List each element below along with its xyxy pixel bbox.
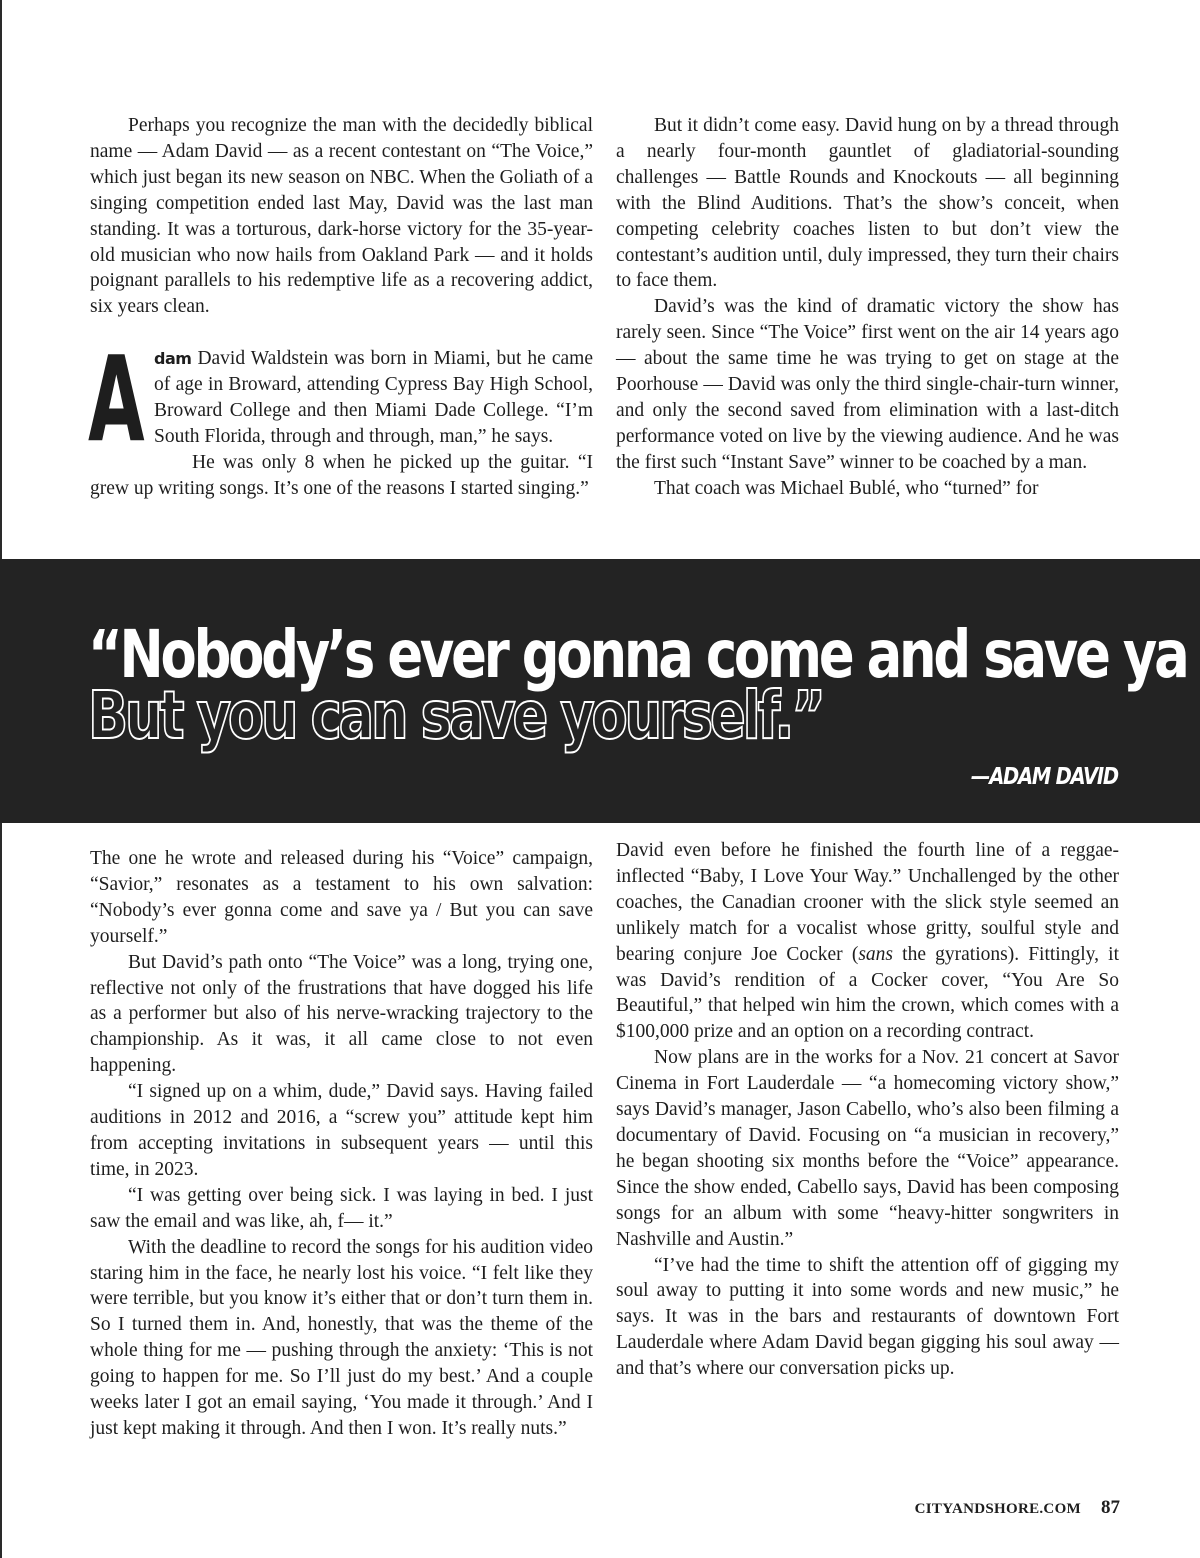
paragraph: That coach was Michael Bublé, who “turned” for [654, 477, 1039, 499]
paragraph: He was only 8 when he picked up the guitar. “I grew up writing songs. It’s one of the reasons I started singing.” [90, 451, 593, 499]
pull-quote-line-2: But you can save yourself.” [88, 677, 823, 754]
paragraph-text: David Waldstein was born in Miami, but he came of age in Broward, attending Cypress Bay High School, Broward College and then Miami Dade College. “I’m South Florida, through and through, man,” he says. [154, 348, 593, 447]
paragraph-text: David even before he finished the fourth line of a reggae-inflected “Baby, I Love Your Way.” Unchallenged by the other coaches, the Canadian crooner with the slick style seemed an unlikely match for a vocalist whose gritty, soulful style and bearing conjure Joe Cocker ( [616, 840, 1119, 965]
column-top-left [90, 113, 593, 502]
page-footer [915, 1497, 1120, 1519]
paragraph: Now plans are in the works for a Nov. 21 concert at Savor Cinema in Fort Lauderdale — “a homecoming victory show,” says David’s manager, Jason Cabello, who’s also been filming a documentary of David. Focusing on “a musician in recovery,” he began shooting six months before the “Voice” appearance. Since the show ended, Cabello says, David has been composing songs for an album with some “heavy-hitter songwriters in Nashville and Austin.” [616, 1047, 1119, 1250]
paragraph: “I’ve had the time to shift the attention off of gigging my soul away to putting it into some words and new music,” he says. It was in the bars and restaurants of downtown Fort Lauderdale where Adam David began gigging his soul away — and that’s where our conversation picks up. [616, 1254, 1119, 1380]
paragraph: But it didn’t come easy. David hung on by a thread through a nearly four-month gauntlet of gladiatorial-sounding challenges — Battle Rounds and Knockouts — all beginning with the Blind Auditions. That’s the show’s conceit, when competing celebrity coaches listen to but don’t view the contestant’s audition until, duly impressed, they turn their chairs to face them. [616, 115, 1119, 292]
paragraph: With the deadline to record the songs for his audition video staring him in the face, he nearly lost his voice. “I felt like they were terrible, but you know it’s either that or don’t turn them in. So I turned them in. And, honestly, that was the theme of the whole thing for me — pushing through the anxiety: ‘This is not going to happen for me. So I’ll just do my best.’ And a couple weeks later I got an email saying, ‘You made it through.’ And I just kept making it through. And then I won. It’s really nuts.” [90, 1236, 593, 1439]
italic-text: sans [858, 943, 894, 965]
page-number: 87 [1101, 1497, 1120, 1518]
column-bottom-right [616, 838, 1119, 1382]
column-bottom-left [90, 846, 593, 1442]
pull-quote-attribution: —ADAM DAVID [971, 764, 1118, 790]
paragraph-text: the gyrations). Fittingly, it was David’s rendition of a Cocker cover, “You Are So Beautiful,” that helped win him the crown, which comes with a $100,000 prize and an option on a recording contract. [616, 943, 1119, 1043]
paragraph: David’s was the kind of dramatic victory the show has rarely seen. Since “The Voice” first went on the air 14 years ago — about the same time he was trying to get on stage at the Poorhouse — David was only the third single-chair-turn winner, and only the second saved from elimination with a last-ditch performance voted on live by the viewing audience. And he was the first such “Instant Save” winner to be coached by a man. [616, 296, 1119, 473]
column-top-right [616, 113, 1119, 502]
paragraph: “I was getting over being sick. I was laying in bed. I just saw the email and was like, ah, f— it.” [90, 1184, 593, 1232]
paragraph: Perhaps you recognize the man with the decidedly biblical name — Adam David — as a recent contestant on “The Voice,” which just began its new season on NBC. When the Goliath of a singing competition ended last May, David was the last man standing. It was a torturous, dark-horse victory for the 35-year-old musician who now hails from Oakland Park — and it holds poignant parallels to his redemptive life as a recovering addict, six years clean. [90, 115, 593, 318]
paragraph [616, 838, 1119, 1045]
lead-in: dam [154, 349, 192, 369]
paragraph: The one he wrote and released during his “Voice” campaign, “Savior,” resonates as a testament to his own salvation: “Nobody’s ever gonna come and save ya / But you can save yourself.” [90, 848, 593, 947]
drop-cap: A [88, 330, 145, 469]
footer-site: CITYANDSHORE.COM [914, 1501, 1081, 1517]
pull-quote-line-1: “Nobody’s ever gonna come and save ya [88, 616, 1187, 693]
paragraph: But David’s path onto “The Voice” was a long, trying one, reflective not only of the frustrations that have dogged his life as a performer but also of his nerve-wracking trajectory to the championship. As it was, it all came close to not even happening. [90, 951, 593, 1077]
paragraph: “I signed up on a whim, dude,” David says. Having failed auditions in 2012 and 2016, a “screw you” attitude kept him from accepting invitations in subsequent years — until this time, in 2023. [90, 1081, 593, 1180]
dropcap-paragraph [88, 330, 593, 469]
